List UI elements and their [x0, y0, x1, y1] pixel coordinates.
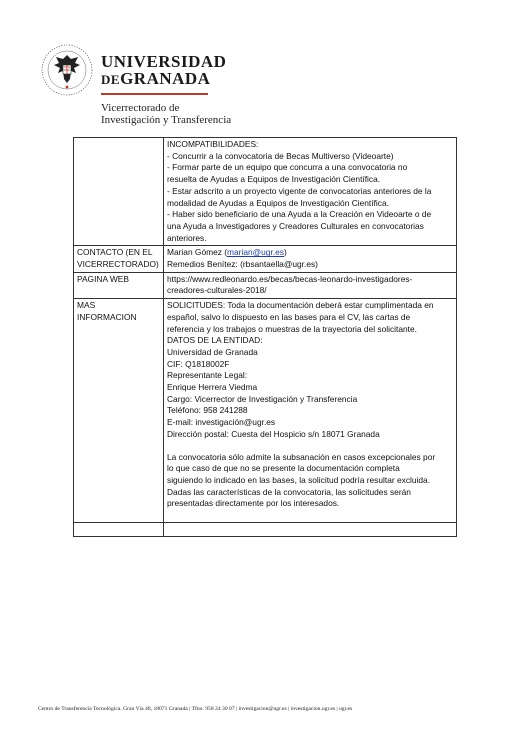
text-line: La convocatoria sólo admite la subsanación en casos excepcionales por	[167, 451, 436, 462]
text-line: Representante Legal:	[167, 370, 248, 381]
university-seal-icon	[40, 43, 94, 97]
university-name-main: GRANADA	[120, 69, 211, 88]
label-line: CONTACTO (EN EL	[77, 247, 153, 258]
info-table	[73, 137, 457, 537]
text-line: - Concurrir a la convocatoria de Becas Multiverso (Videoarte)	[167, 150, 394, 161]
table-row-contacto	[74, 246, 457, 272]
text-line: - Haber sido beneficiario de una Ayuda a la Creación en Videoarte o de	[167, 209, 432, 220]
contact-line-2: Remedios Benítez: (rbsantaella@ugr.es)	[167, 259, 318, 270]
contact-suffix: )	[283, 247, 287, 258]
empty-label-cell	[74, 523, 164, 537]
vicerrectorado-line1: Vicerrectorado de	[101, 102, 180, 114]
text-line: siguiendo lo indicado en las bases, la solicitud podría resultar excluida.	[167, 474, 431, 485]
mas-informacion-cell	[164, 299, 457, 523]
text-line: - Formar parte de un equipo que concurra a una convocatoria no	[167, 162, 408, 173]
text-line: anteriores.	[167, 232, 207, 243]
university-name-line2	[101, 69, 210, 89]
web-url-line: https://www.redleonardo.es/becas/becas-leonardo-investigadores-	[167, 273, 413, 284]
table-row-pagina-web	[74, 272, 457, 298]
text-line: Enrique Herrera Viedma	[167, 382, 258, 393]
table-row-empty	[74, 523, 457, 537]
label-line: INFORMACION	[77, 311, 137, 322]
incompatibilidades-cell	[164, 138, 457, 246]
text-line: CIF: Q1818002F	[167, 358, 230, 369]
contact-line-1	[167, 247, 453, 259]
paragraph-gap	[167, 441, 453, 452]
vicerrectorado-line2: Investigación y Transferencia	[101, 114, 232, 126]
text-line: una Ayuda a Investigadores y Creadores Culturales en convocatorias	[167, 220, 424, 231]
label-line: VICERRECTORADO)	[77, 259, 159, 270]
text-line: INCOMPATIBILIDADES:	[167, 139, 259, 149]
mas-informacion-label	[74, 299, 164, 523]
contacto-cell	[164, 246, 457, 272]
text-line: modalidad de Ayudas a Equipos de Investigación Científica.	[167, 197, 389, 208]
pagina-web-cell	[164, 272, 457, 298]
text-line: español, salvo lo dispuesto en las bases para el CV, las cartas de	[167, 311, 411, 322]
text-line: - Estar adscrito a un proyecto vigente de convocatorias anteriores de la	[167, 185, 432, 196]
label-line: MAS	[77, 300, 96, 311]
text-line: Dadas las características de la convocatoria, las solicitudes serán	[167, 486, 411, 497]
text-line: Universidad de Granada	[167, 346, 258, 357]
pagina-web-label: PAGINA WEB	[74, 272, 164, 298]
text-line: Dirección postal: Cuesta del Hospicio s/n 18071 Granada	[167, 428, 380, 439]
text-line: Teléfono: 958 241288	[167, 405, 248, 416]
university-name-line1: UNIVERSIDAD	[101, 52, 227, 71]
contact-prefix: Marian Gómez (	[167, 247, 228, 258]
table-row-mas-informacion	[74, 299, 457, 523]
text-line: DATOS DE LA ENTIDAD:	[167, 335, 263, 346]
empty-value-cell	[164, 523, 457, 537]
row-label-empty	[74, 138, 164, 246]
contact-email-link[interactable]: marian@ugr.es	[227, 247, 284, 258]
text-line: lo que caso de que no se presente la documentación completa	[167, 463, 400, 474]
header-divider	[101, 93, 208, 95]
text-line: E-mail: investigación@ugr.es	[167, 417, 276, 428]
table-row-incompatibilidades	[74, 138, 457, 246]
university-name-prefix: DE	[101, 72, 121, 87]
contacto-label	[74, 246, 164, 272]
text-line: Cargo: Vicerrector de Investigación y Transferencia	[167, 393, 358, 404]
text-line: presentadas directamente por los interesados.	[167, 498, 340, 509]
page-footer: Centro de Transferencia Tecnológica. Gran Vía 48, 18071 Granada | Tfno. 958 24 30 07 | investigacion@ugr.es | investigacion.ugr.es | ugr.es	[38, 706, 353, 712]
paragraph-gap	[167, 510, 453, 521]
web-url-line: creadores-culturales-2018/	[167, 285, 267, 296]
text-line: SOLICITUDES: Toda la documentación deberá estar cumplimentada en	[167, 300, 434, 311]
text-line: referencia y los trabajos o muestras de la trayectoria del solicitante.	[167, 323, 417, 334]
text-line: resuelta de Ayudas a Equipos de Investigación Científica.	[167, 174, 381, 185]
